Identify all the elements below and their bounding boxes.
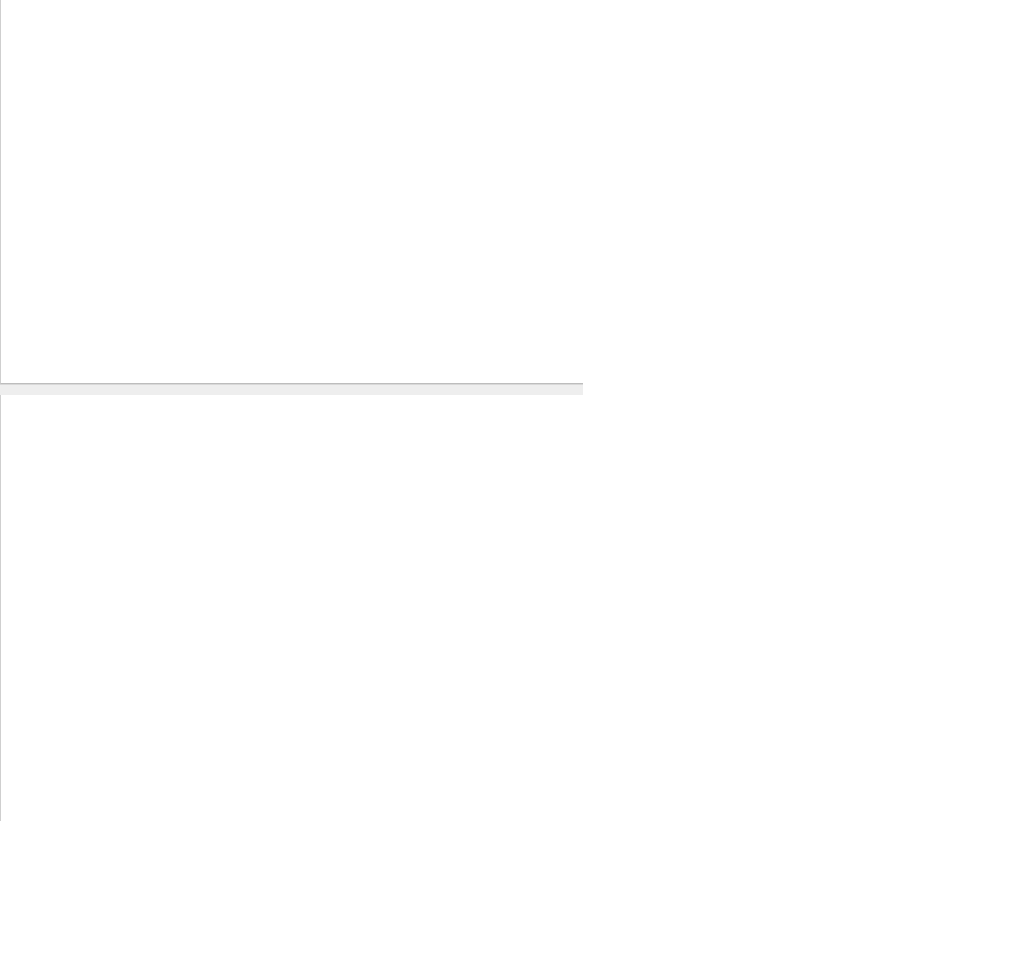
worksheet-page-top bbox=[0, 0, 583, 384]
worksheet-page-bottom bbox=[0, 395, 583, 821]
